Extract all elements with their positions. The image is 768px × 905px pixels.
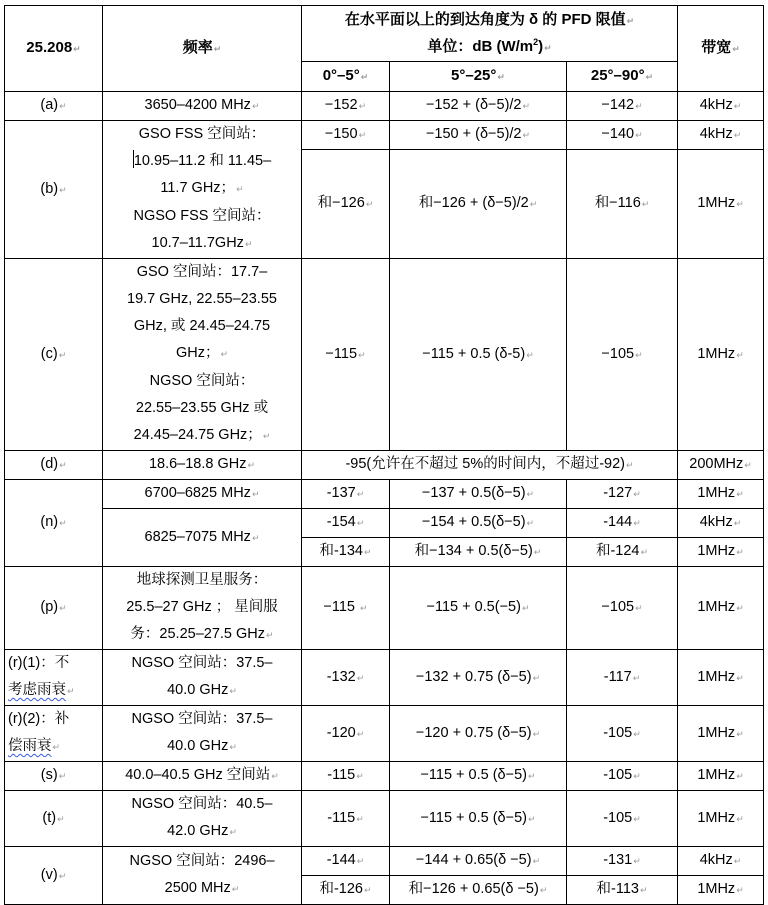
pfd-0-5: 和−126↵ bbox=[302, 150, 390, 259]
bandwidth: 1MHz↵ bbox=[678, 150, 764, 259]
pfd-0-5: −115↵ bbox=[302, 259, 390, 451]
table-row bbox=[5, 650, 764, 706]
pfd-0-5: -137↵ bbox=[302, 480, 390, 509]
header-frequency: 频率↵ bbox=[103, 6, 302, 92]
pfd-25-90: −105↵ bbox=[567, 567, 678, 650]
pfd-25-90: −142↵ bbox=[567, 92, 678, 121]
row-frequency: 18.6–18.8 GHz↵ bbox=[103, 451, 302, 480]
pfd-25-90: 和-124↵ bbox=[567, 538, 678, 567]
pfd-0-5: -132↵ bbox=[302, 650, 390, 706]
row-frequency: NGSO 空间站：2496– 2500 MHz↵ bbox=[103, 847, 302, 905]
pfd-5-25: 和−126 + (δ−5)/2↵ bbox=[390, 150, 567, 259]
row-frequency: 地球探测卫星服务： 25.5–27 GHz ； 星间服 务：25.25–27.5 GHz↵ bbox=[103, 567, 302, 650]
row-frequency: NGSO 空间站：37.5– 40.0 GHz↵ bbox=[103, 650, 302, 706]
row-frequency: NGSO 空间站：40.5– 42.0 GHz↵ bbox=[103, 791, 302, 847]
header-section: 25.208↵ bbox=[5, 6, 103, 92]
row-frequency: 6700–6825 MHz↵ bbox=[103, 480, 302, 509]
pfd-25-90: 和−116↵ bbox=[567, 150, 678, 259]
header-bandwidth: 带宽↵ bbox=[678, 6, 764, 92]
header-row bbox=[5, 6, 764, 62]
table-row bbox=[5, 706, 764, 762]
pfd-25-90: -144↵ bbox=[567, 509, 678, 538]
pfd-25-90: -117↵ bbox=[567, 650, 678, 706]
row-frequency: 40.0–40.5 GHz 空间站↵ bbox=[103, 762, 302, 791]
pfd-5-25: −150 + (δ−5)/2↵ bbox=[390, 121, 567, 150]
bandwidth: 1MHz↵ bbox=[678, 706, 764, 762]
pfd-5-25: −152 + (δ−5)/2↵ bbox=[390, 92, 567, 121]
pfd-0-5: −150↵ bbox=[302, 121, 390, 150]
row-frequency: GSO FSS 空间站： 10.95–11.2 和 11.45– 11.7 GHz；↵ NGSO FSS 空间站： 10.7–11.7GHz↵ bbox=[103, 121, 302, 259]
row-id: (p)↵ bbox=[5, 567, 103, 650]
pfd-25-90: −105↵ bbox=[567, 259, 678, 451]
pfd-0-5: 和-134↵ bbox=[302, 538, 390, 567]
header-pfd-title: 在水平面以上的到达角度为 δ 的 PFD 限值↵ 单位：dB $(W/m^2)↵$ bbox=[302, 6, 678, 62]
bandwidth: 1MHz↵ bbox=[678, 259, 764, 451]
pfd-25-90: −140↵ bbox=[567, 121, 678, 150]
row-id: (s)↵ bbox=[5, 762, 103, 791]
pfd-0-5: -115↵ bbox=[302, 762, 390, 791]
row-frequency: 3650–4200 MHz↵ bbox=[103, 92, 302, 121]
pfd-5-25: 和−134 + 0.5(δ−5)↵ bbox=[390, 538, 567, 567]
row-id: (d)↵ bbox=[5, 451, 103, 480]
pfd-limits-table bbox=[4, 5, 764, 905]
row-id: (v)↵ bbox=[5, 847, 103, 905]
pfd-25-90: -105↵ bbox=[567, 706, 678, 762]
pfd-5-25: 和−126 + 0.65(δ −5)↵ bbox=[390, 876, 567, 905]
table-row bbox=[5, 480, 764, 509]
pfd-5-25: −115 + 0.5(−5)↵ bbox=[390, 567, 567, 650]
pfd-5-25: −120 + 0.75 (δ−5)↵ bbox=[390, 706, 567, 762]
table-row bbox=[5, 451, 764, 480]
pfd-5-25: −115 + 0.5 (δ−5)↵ bbox=[390, 791, 567, 847]
header-angle-25-90: 25°–90°↵ bbox=[567, 62, 678, 92]
bandwidth: 1MHz↵ bbox=[678, 480, 764, 509]
row-id: (r)(2)：补 偿雨衰↵ bbox=[5, 706, 103, 762]
bandwidth: 1MHz↵ bbox=[678, 876, 764, 905]
table-row bbox=[5, 121, 764, 150]
pfd-5-25: −132 + 0.75 (δ−5)↵ bbox=[390, 650, 567, 706]
bandwidth: 1MHz↵ bbox=[678, 650, 764, 706]
pfd-5-25: −115 + 0.5 (δ−5)↵ bbox=[390, 762, 567, 791]
row-id: (b)↵ bbox=[5, 121, 103, 259]
pfd-5-25: −154 + 0.5(δ−5)↵ bbox=[390, 509, 567, 538]
pfd-0-5: -115↵ bbox=[302, 791, 390, 847]
table-row bbox=[5, 791, 764, 847]
table-row bbox=[5, 762, 764, 791]
bandwidth: 4kHz↵ bbox=[678, 847, 764, 876]
pfd-25-90: -105↵ bbox=[567, 762, 678, 791]
table-row bbox=[5, 509, 764, 538]
pfd-25-90: -105↵ bbox=[567, 791, 678, 847]
table-row bbox=[5, 92, 764, 121]
row-frequency: GSO 空间站：17.7– 19.7 GHz, 22.55–23.55 GHz, 或 24.45–24.75 GHz；↵ NGSO 空间站： 22.55–23.55 GHz 或 24.45–24.75 GHz；↵ bbox=[103, 259, 302, 451]
pfd-5-25: −137 + 0.5(δ−5)↵ bbox=[390, 480, 567, 509]
pfd-0-5: 和-126↵ bbox=[302, 876, 390, 905]
row-id: (a)↵ bbox=[5, 92, 103, 121]
bandwidth: 4kHz↵ bbox=[678, 121, 764, 150]
pfd-0-5: -120↵ bbox=[302, 706, 390, 762]
bandwidth: 1MHz↵ bbox=[678, 567, 764, 650]
row-id: (n)↵ bbox=[5, 480, 103, 567]
pfd-0-5: −152↵ bbox=[302, 92, 390, 121]
row-id: (r)(1)：不 考虑雨衰↵ bbox=[5, 650, 103, 706]
pfd-25-90: -131↵ bbox=[567, 847, 678, 876]
table-row bbox=[5, 259, 764, 451]
pfd-25-90: 和-113↵ bbox=[567, 876, 678, 905]
header-angle-5-25: 5°–25°↵ bbox=[390, 62, 567, 92]
bandwidth: 4kHz↵ bbox=[678, 509, 764, 538]
pfd-0-5: -154↵ bbox=[302, 509, 390, 538]
bandwidth: 1MHz↵ bbox=[678, 791, 764, 847]
table-row bbox=[5, 847, 764, 876]
row-frequency: NGSO 空间站：37.5– 40.0 GHz↵ bbox=[103, 706, 302, 762]
bandwidth: 200MHz↵ bbox=[678, 451, 764, 480]
bandwidth: 1MHz↵ bbox=[678, 538, 764, 567]
row-id: (c)↵ bbox=[5, 259, 103, 451]
bandwidth: 1MHz↵ bbox=[678, 762, 764, 791]
pfd-merged: -95(允许在不超过 5%的时间内，不超过-92)↵ bbox=[302, 451, 678, 480]
header-angle-0-5: 0°–5°↵ bbox=[302, 62, 390, 92]
row-frequency: 6825–7075 MHz↵ bbox=[103, 509, 302, 567]
row-id: (t)↵ bbox=[5, 791, 103, 847]
table-row bbox=[5, 567, 764, 650]
pfd-0-5: -144↵ bbox=[302, 847, 390, 876]
pfd-0-5: −115 ↵ bbox=[302, 567, 390, 650]
pfd-5-25: −144 + 0.65(δ −5)↵ bbox=[390, 847, 567, 876]
pfd-25-90: -127↵ bbox=[567, 480, 678, 509]
bandwidth: 4kHz↵ bbox=[678, 92, 764, 121]
pfd-5-25: −115 + 0.5 (δ-5)↵ bbox=[390, 259, 567, 451]
